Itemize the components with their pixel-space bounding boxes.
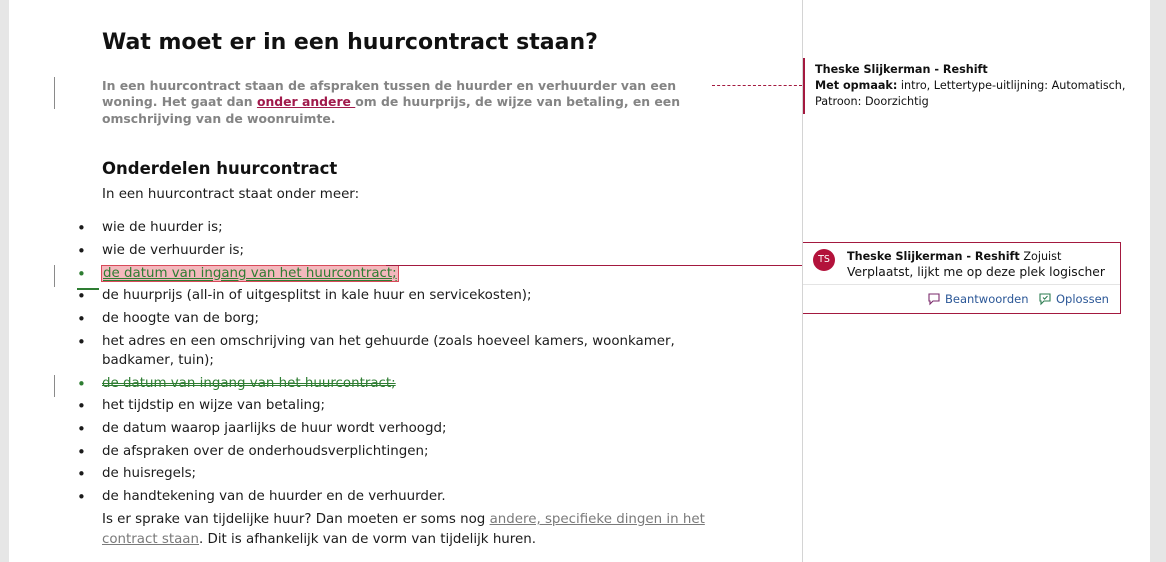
bullet-dot: • bbox=[77, 443, 86, 461]
change-bar bbox=[54, 375, 55, 397]
reply-icon bbox=[927, 292, 941, 306]
moved-from-text: de datum van ingang van het huurcontract; bbox=[102, 376, 396, 391]
list-item: de afspraken over de onderhoudsverplichtingen; bbox=[102, 444, 429, 459]
bullet-dot: • bbox=[77, 397, 86, 415]
closing-text: Is er sprake van tijdelijke huur? Dan moeten er soms nog bbox=[102, 512, 490, 527]
bullet-dot: • bbox=[77, 375, 86, 393]
bullet-dot: • bbox=[77, 265, 86, 283]
moved-to-text[interactable]: de datum van ingang van het huurcontract; bbox=[103, 266, 397, 281]
comment-text: Verplaatst, lijkt me op deze plek logischer bbox=[847, 265, 1105, 279]
list-item: het tijdstip en wijze van betaling; bbox=[102, 398, 326, 413]
comment-header bbox=[847, 250, 1061, 263]
closing-line-1 bbox=[102, 511, 705, 529]
list-item: de huurprijs (all-in of uitgesplitst in kale huur en servicekosten); bbox=[102, 288, 532, 303]
list-item-continuation: badkamer, tuin); bbox=[102, 353, 214, 368]
list-item: wie de verhuurder is; bbox=[102, 243, 245, 258]
list-item: de handtekening van de huurder en de verhuurder. bbox=[102, 489, 446, 504]
document-title: Wat moet er in een huurcontract staan? bbox=[102, 30, 598, 55]
list-item: wie de huurder is; bbox=[102, 220, 223, 235]
section-heading: Onderdelen huurcontract bbox=[102, 159, 338, 178]
markup-pane bbox=[802, 0, 1150, 562]
revision-format-line-1 bbox=[815, 79, 1125, 92]
revision-format-text: intro, Lettertype-uitlijning: Automatisch, bbox=[897, 79, 1126, 92]
resolve-label: Oplossen bbox=[1056, 292, 1109, 306]
resolve-icon bbox=[1038, 292, 1052, 306]
intro-text: om de huurprijs, de wijze van betaling, en een bbox=[355, 94, 681, 109]
reply-button[interactable] bbox=[927, 292, 1028, 306]
comment-divider bbox=[803, 284, 1120, 285]
change-bar bbox=[54, 265, 55, 287]
intro-line-1: In een huurcontract staan de afspraken tussen de huurder en verhuurder van een bbox=[102, 78, 677, 93]
comment-connector-line bbox=[386, 265, 802, 266]
moved-from-item bbox=[102, 375, 396, 393]
revision-leader-line bbox=[712, 85, 802, 86]
intro-line-2 bbox=[102, 93, 681, 110]
change-bar bbox=[54, 77, 55, 109]
revision-balloon[interactable] bbox=[803, 58, 1135, 114]
intro-text: woning. Het gaat dan bbox=[102, 94, 257, 109]
list-item: de hoogte van de borg; bbox=[102, 311, 259, 326]
bullet-dot: • bbox=[77, 333, 86, 351]
closing-text: . Dit is afhankelijk van de vorm van tijdelijk huren. bbox=[199, 532, 536, 547]
bullet-dot: • bbox=[77, 420, 86, 438]
bullet-dot: • bbox=[77, 242, 86, 260]
list-item: de datum waarop jaarlijks de huur wordt verhoogd; bbox=[102, 421, 447, 436]
comment-time: Zojuist bbox=[1023, 250, 1062, 263]
bullet-dot: • bbox=[77, 287, 86, 305]
list-item: het adres en een omschrijving van het gehuurde (zoals hoeveel kamers, woonkamer, bbox=[102, 334, 675, 349]
reply-label: Beantwoorden bbox=[945, 292, 1029, 306]
contract-staan-link[interactable]: contract staan bbox=[102, 532, 199, 547]
section-lead: In een huurcontract staat onder meer: bbox=[102, 187, 360, 202]
list-item: de huisregels; bbox=[102, 466, 197, 481]
revision-format-line-2: Patroon: Doorzichtig bbox=[815, 95, 929, 108]
revision-author: Theske Slijkerman - Reshift bbox=[815, 63, 988, 76]
bullet-dot: • bbox=[77, 310, 86, 328]
comment-card[interactable] bbox=[803, 242, 1121, 314]
intro-line-3: omschrijving van de woonruimte. bbox=[102, 111, 336, 126]
resolve-button[interactable] bbox=[1038, 292, 1109, 306]
document-page[interactable] bbox=[9, 0, 802, 562]
specifieke-dingen-link[interactable]: andere, specifieke dingen in het bbox=[489, 512, 705, 527]
bullet-dot: • bbox=[77, 219, 86, 237]
moved-to-item[interactable] bbox=[102, 265, 398, 283]
avatar: TS bbox=[813, 249, 835, 271]
intro-link-onder-andere[interactable]: onder andere bbox=[256, 94, 356, 109]
bullet-dot: • bbox=[77, 488, 86, 506]
comment-author: Theske Slijkerman - Reshift bbox=[847, 250, 1020, 263]
closing-line-2 bbox=[102, 531, 536, 549]
revision-format-label: Met opmaak: bbox=[815, 79, 898, 92]
bullet-dot: • bbox=[77, 465, 86, 483]
